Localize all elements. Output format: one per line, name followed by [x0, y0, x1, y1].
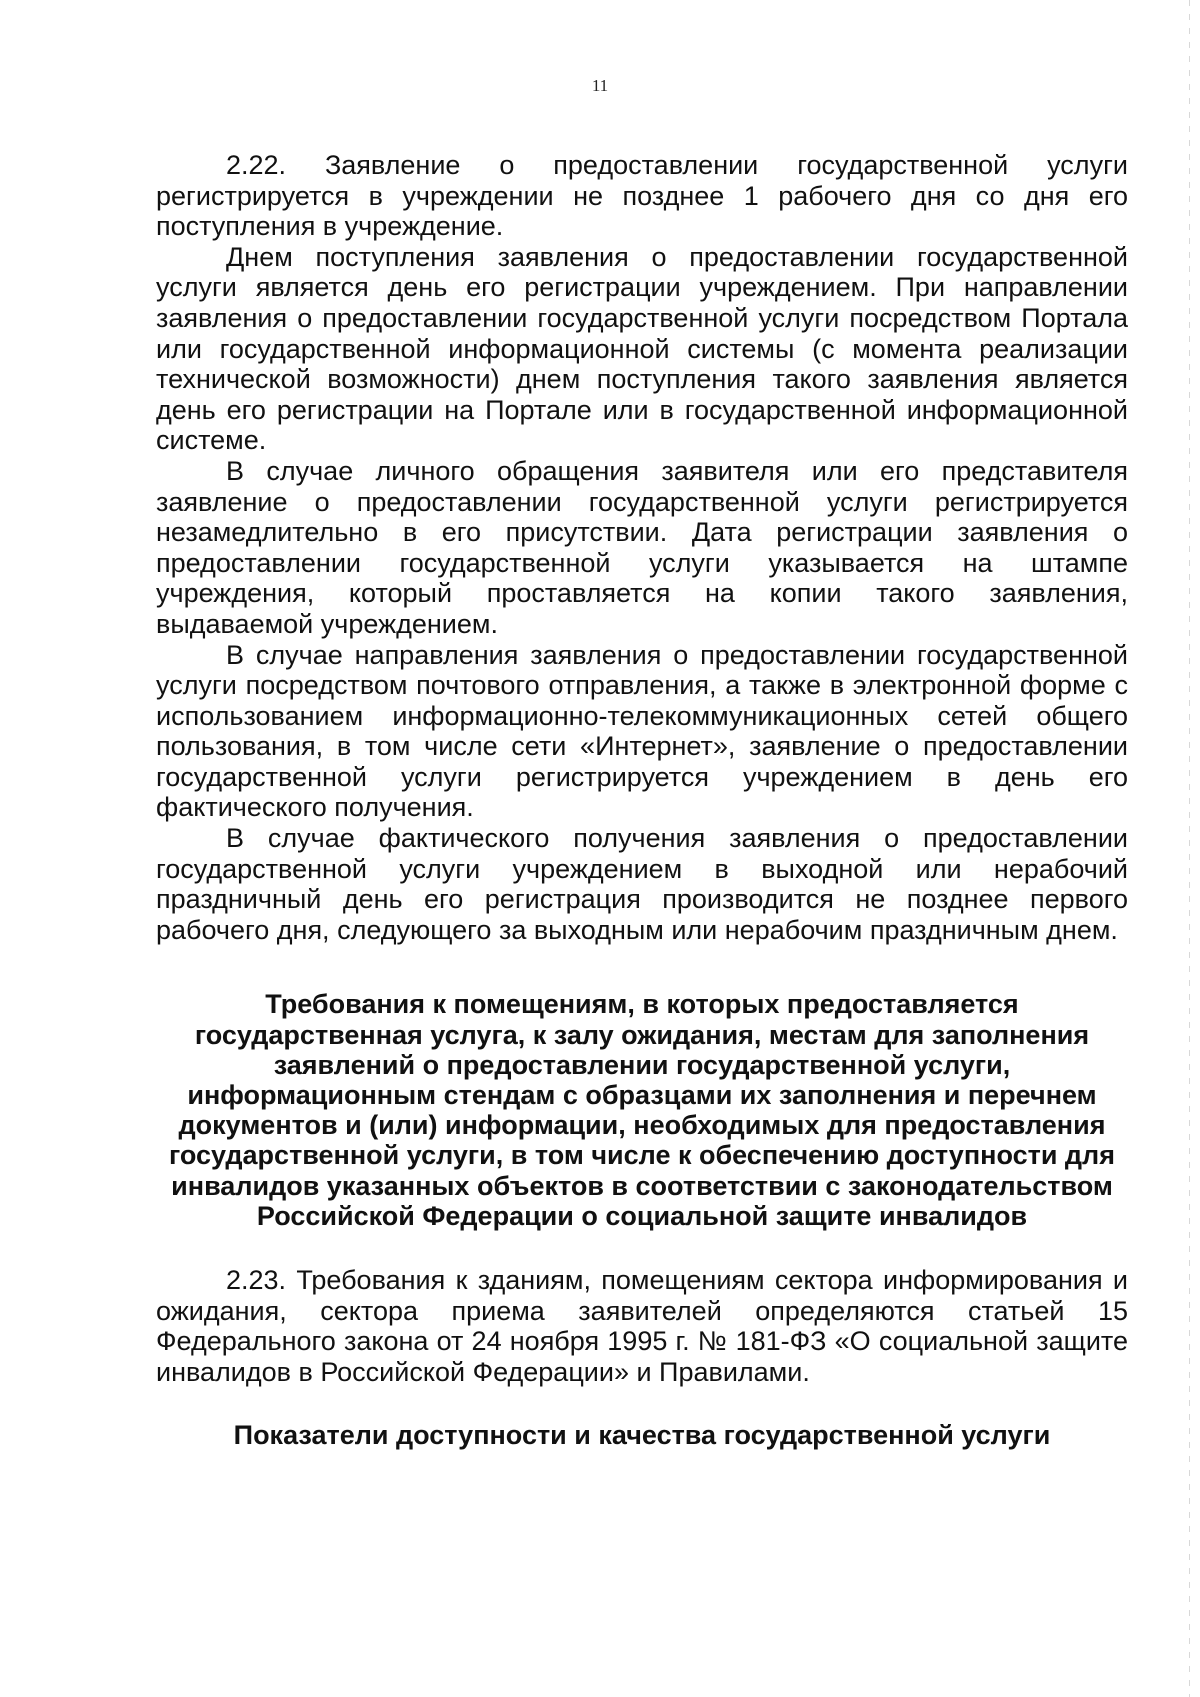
- paragraph-holiday-receipt: В случае фактического получения заявления о предоставлении государственной услуги учреждением в выходной или нерабочий праздничный день его регистрация производится не позднее первого рабочего дня, следующего за выходным или нерабочим праздничным днем.: [156, 823, 1128, 945]
- scan-edge-mark: [1189, 0, 1190, 1697]
- section-heading-premises-requirements: Требования к помещениям, в которых предоставляется государственная услуга, к залу ожидания, местам для заполнения заявлений о предоставлении государственной услуги, информационным стендам с образцами их заполнения и перечнем документов и (или) информации, необходимых для предоставления государственной услуги, в том числе к обеспечению доступности для инвалидов указанных объектов в соответствии с законодательством Российской Федерации о социальной защите инвалидов: [169, 989, 1115, 1231]
- paragraph-2-23: 2.23. Требования к зданиям, помещениям сектора информирования и ожидания, сектора приема заявителей определяются статьей 15 Федерального закона от 24 ноября 1995 г. № 181-ФЗ «О социальной защите инвалидов в Российской Федерации» и Правилами.: [156, 1265, 1128, 1387]
- section-heading-accessibility-indicators: Показатели доступности и качества государственной услуги: [233, 1420, 1051, 1451]
- paragraph-personal-visit: В случае личного обращения заявителя или его представителя заявление о предоставлении государственной услуги регистрируется незамедлительно в его присутствии. Дата регистрации заявления о предоставлении государственной услуги указывается на штампе учреждения, который проставляется на копии такого заявления, выдаваемой учреждением.: [156, 455, 1128, 639]
- paragraph-postal-electronic: В случае направления заявления о предоставлении государственной услуги посредством почтового отправления, а также в электронной форме с использованием информационно-телекоммуникационных сетей общего пользования, в том числе сети «Интернет», заявление о предоставлении государственной услуги регистрируется учреждением в день его фактического получения.: [156, 639, 1128, 823]
- page-number: 11: [591, 76, 609, 95]
- paragraph-2-22: 2.22. Заявление о предоставлении государственной услуги регистрируется в учреждении не позднее 1 рабочего дня со дня его поступления в учреждение.: [156, 150, 1128, 242]
- document-body: [156, 150, 1128, 1451]
- paragraph-receipt-day: Днем поступления заявления о предоставлении государственной услуги является день его регистрации учреждением. При направлении заявления о предоставлении государственной услуги посредством Портала или государственной информационной системы (с момента реализации технической возможности) днем поступления такого заявления является день его регистрации на Портале или в государственной информационной системе.: [156, 241, 1128, 456]
